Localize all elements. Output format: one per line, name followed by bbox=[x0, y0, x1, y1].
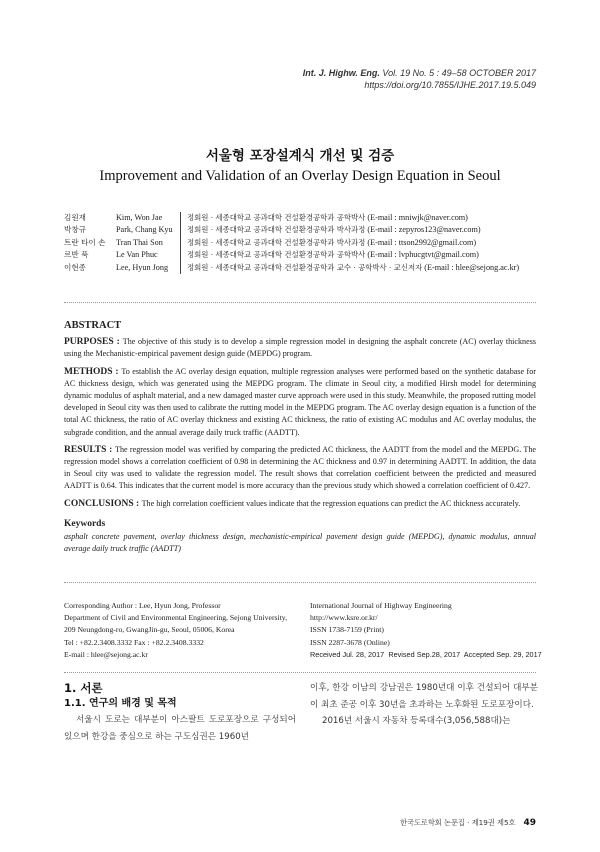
accepted-date: Sep. 29, 2017 bbox=[496, 649, 542, 659]
journal-info-block bbox=[310, 600, 550, 661]
author-email: (E-mail : mniwjk@naver.com) bbox=[367, 213, 468, 222]
body-paragraph: 2016년 서울시 자동차 등록대수(3,056,588대)는 bbox=[322, 716, 511, 726]
section-divider bbox=[64, 672, 536, 673]
footer-journal: 한국도로학회 논문집 · 제19권 제5호 bbox=[400, 818, 516, 827]
revised-date: Sep.28, 2017 bbox=[416, 649, 461, 659]
body-paragraph: 서울시 도로는 대부분이 아스팔트 도로포장으로 구성되어 있으며 한강을 중심으로 하는 구도심권은 1960년 bbox=[64, 715, 296, 742]
issn-online: ISSN 2287-3678 (Online) bbox=[310, 637, 390, 647]
abstract-results bbox=[64, 444, 536, 493]
methods-text: To establish the AC overlay design equation, multiple regression analyses were performed based on the synthetic database for AC thickness design, which was generated using the MEPDG program. The climate in Seoul city, a modified Hirsh model for determining dynamic modulus of asphalt material, and a new damaged master curve approach were used in this study. Meanwhile, the proposed rutting model developed in Seoul city was then used to calibrate the rutting model in the MEPDG program. The AC overlay design equation is a function of the total AC thickness, the ratio of AC overlay thickness and existing AC thickness, the ratio of existing AC modulus and AC overlay modulus, the subgrade condition, and the annual average daily truck traffic (AADTT). bbox=[64, 366, 536, 437]
page-number: 49 bbox=[523, 818, 536, 828]
results-label: RESULTS : bbox=[64, 444, 115, 455]
affiliation-text: 정회원 · 세종대학교 공과대학 건설환경공학과 공학박사 bbox=[187, 250, 366, 260]
corr-line: 209 Neungdong-ro, GwangJin-gu, Seoul, 05006, Korea bbox=[64, 625, 235, 635]
methods-label: METHODS : bbox=[64, 366, 122, 377]
corresponding-author-block bbox=[64, 600, 304, 661]
author-name-en: Lee, Hyun Jong bbox=[116, 262, 169, 272]
author-list bbox=[64, 212, 544, 274]
corr-line: Corresponding Author : Lee, Hyun Jong, Professor bbox=[64, 601, 221, 610]
author-row bbox=[64, 224, 544, 236]
author-email: (E-mail : hlee@sejong.ac.kr) bbox=[424, 262, 520, 272]
body-column-right bbox=[310, 680, 538, 730]
abstract-methods bbox=[64, 366, 536, 439]
author-affiliation bbox=[180, 224, 481, 236]
conclusions-text: The high correlation coefficient values indicate that the regression equations can predict the AC thickness accurately. bbox=[141, 498, 521, 508]
volume-info: Vol. 19 No. 5 : 49–58 OCTOBER 2017 bbox=[382, 68, 536, 78]
body-paragraph: 이후, 한강 이남의 강남권은 1980년대 이후 건설되어 대부분이 최초 준공 이후 30년을 초과하는 노후화된 도로포장이다. bbox=[310, 683, 538, 710]
affiliation-text: 정회원 · 세종대학교 공과대학 건설환경공학과 박사과정 bbox=[187, 225, 366, 235]
received-date: Jul. 28, 2017 bbox=[342, 649, 385, 659]
purposes-text: The objective of this study is to develop a simple regression model in designing the asphalt concrete (AC) overlay thickness using the Mechanistic-empirical pavement design guide (MEPDG) program. bbox=[64, 337, 536, 359]
affiliation-text: 정회원 · 세종대학교 공과대학 건설환경공학과 박사과정 bbox=[187, 237, 366, 247]
author-name-en: Le Van Phuc bbox=[116, 250, 158, 260]
conclusions-label: CONCLUSIONS : bbox=[64, 498, 142, 509]
section-heading: 1. 서론 bbox=[64, 681, 103, 695]
author-name-ko: 김원재 bbox=[64, 213, 87, 222]
journal-abbrev: Int. J. Highw. Eng. bbox=[302, 68, 380, 78]
body-column-left bbox=[64, 680, 296, 745]
author-email: (E-mail : ttson2992@gmail.com) bbox=[367, 237, 477, 247]
revised-label: Revised bbox=[388, 649, 415, 659]
results-text: The regression model was verified by comparing the predicted AC thickness, the AADTT from the model and the MEPDG. The regression model shows a correlation coefficient of 0.98 in determining the AC thickness and 0.97 in determining AADTT. In addition, the data in Seoul city was used to validate the regression model. The result shows that correlation coefficient between the predicted and measured AADTT is 0.64. This indicates that the current model is more accuracy than the previous study which showed a correlation coefficient of 0.427. bbox=[64, 444, 537, 491]
abstract-purposes bbox=[64, 336, 536, 360]
author-affiliation bbox=[180, 237, 476, 249]
keywords-heading: Keywords bbox=[64, 518, 106, 529]
author-affiliation bbox=[180, 262, 519, 274]
section-divider bbox=[64, 302, 536, 303]
corr-line: Tel : +82.2.3408.3332 Fax : +82.2.3408.3332 bbox=[64, 637, 204, 647]
author-name-ko: 트란 타이 손 bbox=[64, 237, 106, 247]
running-header bbox=[303, 67, 536, 91]
journal-name: International Journal of Highway Engineering bbox=[310, 601, 452, 610]
author-row bbox=[64, 249, 544, 261]
author-name-en: Tran Thai Son bbox=[116, 237, 163, 247]
purposes-label: PURPOSES : bbox=[64, 337, 123, 348]
author-row bbox=[64, 212, 544, 224]
author-affiliation bbox=[180, 249, 479, 261]
author-name-en: Park, Chang Kyu bbox=[116, 225, 173, 235]
author-row bbox=[64, 262, 544, 274]
abstract-block bbox=[64, 320, 536, 555]
title-korean: 서울형 포장설계식 개선 및 검증 bbox=[205, 148, 395, 164]
section-divider bbox=[64, 582, 536, 583]
author-name-ko: 이현종 bbox=[64, 262, 87, 272]
author-name-ko: 박창규 bbox=[64, 225, 87, 235]
author-row bbox=[64, 237, 544, 249]
issn-print: ISSN 1738-7159 (Print) bbox=[310, 625, 384, 635]
corr-email: E-mail : hlee@sejong.ac.kr bbox=[64, 649, 148, 659]
doi-link[interactable]: https://doi.org/10.7855/IJHE.2017.19.5.049 bbox=[364, 80, 536, 90]
title-english: Improvement and Validation of an Overlay Design Equation in Seoul bbox=[99, 168, 501, 184]
corr-line: Department of Civil and Environmental Engineering, Sejong University, bbox=[64, 613, 288, 623]
article-dates bbox=[310, 649, 550, 661]
subsection-heading: 1.1. 연구의 배경 및 목적 bbox=[64, 698, 177, 709]
abstract-conclusions bbox=[64, 498, 536, 510]
affiliation-text: 정회원 · 세종대학교 공과대학 건설환경공학과 공학박사 bbox=[187, 213, 366, 222]
author-name-en: Kim, Won Jae bbox=[116, 213, 163, 222]
abstract-heading: ABSTRACT bbox=[64, 320, 122, 331]
author-name-ko: 르반 푹 bbox=[64, 250, 89, 260]
keywords-text: asphalt concrete pavement, overlay thickness design, mechanistic-empirical pavement design guide (MEPDG), dynamic modulus, annual average daily truck traffic (AADTT) bbox=[64, 532, 536, 554]
author-email: (E-mail : lvphucgtvt@gmail.com) bbox=[367, 250, 479, 260]
received-label: Received bbox=[310, 649, 341, 659]
journal-url[interactable]: http://www.ksre.or.kr/ bbox=[310, 613, 378, 623]
page-footer bbox=[400, 818, 536, 828]
accepted-label: Accepted bbox=[463, 649, 495, 659]
author-email: (E-mail : zepyros123@naver.com) bbox=[367, 225, 481, 235]
author-affiliation bbox=[180, 212, 468, 224]
affiliation-text: 정회원 · 세종대학교 공과대학 건설환경공학과 교수 · 공학박사 · 교신저자 bbox=[187, 262, 423, 272]
